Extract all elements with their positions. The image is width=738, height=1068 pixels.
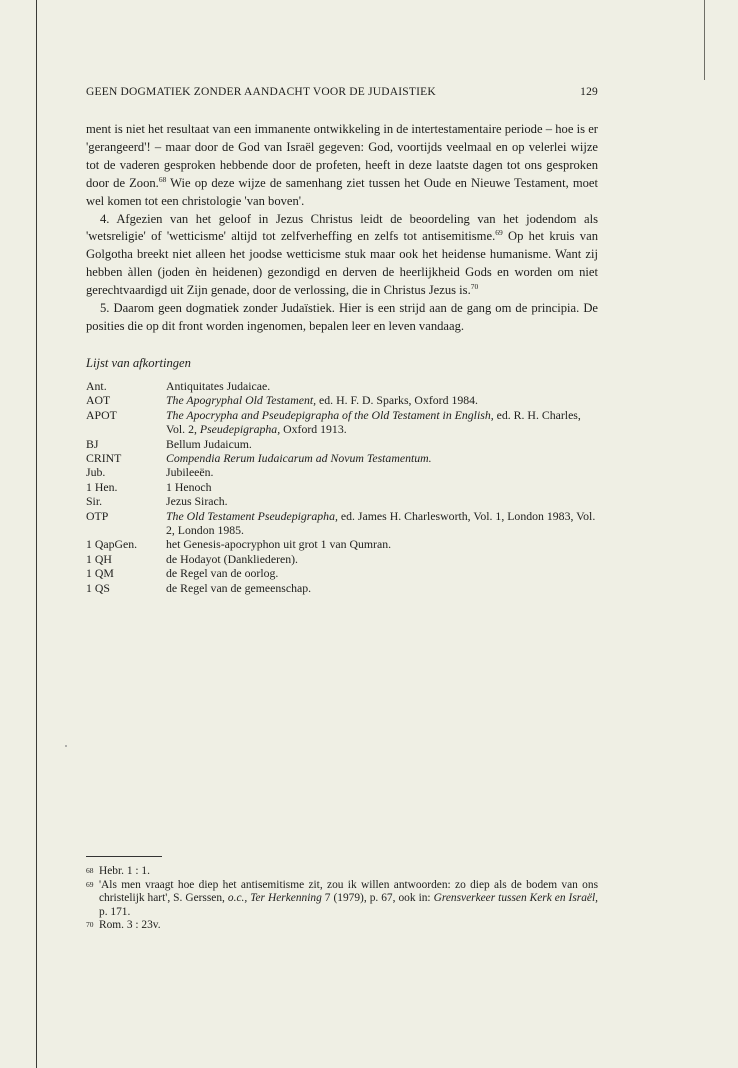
abbrev-key: 1 Hen. [86, 479, 118, 494]
abbrev-value-title-2: Pseudepigrapha, [199, 422, 281, 437]
abbrev-value: Bellum Judaicum. [166, 436, 252, 451]
footnote-text-a: 'Als men vraagt hoe diep het antisemitisme zit, zou ik willen antwoorden: zo diep als de bodem van ons christelijk hart', S. Gerssen, [99, 878, 598, 905]
footnote-text-c: p. 171. [99, 905, 131, 918]
abbrev-value: Jezus Sirach. [166, 494, 228, 509]
abbrev-value-title: Compendia Rerum Iudaicarum ad Novum Testamentum. [166, 450, 432, 465]
speck [65, 745, 67, 747]
abbrev-row [86, 537, 598, 551]
abbrev-value [166, 509, 598, 538]
abbrev-value-rest: ed. James H. Charlesworth, Vol. 1, London 1983, Vol. 2, London 1985. [166, 508, 596, 537]
abbrev-value: Jubileeën. [166, 465, 214, 480]
footnote-number: 70 [86, 920, 94, 930]
abbrev-value [166, 393, 598, 407]
footnote-italic-1: o.c., Ter Herkenning [227, 892, 322, 905]
abbrev-row [86, 494, 598, 508]
abbrev-row [86, 552, 598, 566]
page-right-edge-mark [704, 0, 705, 80]
paragraph-2-text: 4. Afgezien van het geloof in Jezus Christus leidt de beoordeling van het jodendom als 'wetsreligie' of 'wetticisme' altijd tot zelfverheffing en zelfs tot antisemitisme. [86, 211, 598, 244]
paragraph-1-text: ment is niet het resultaat van een immanente ontwikkeling in de intertestamentaire periode – hoe is er 'gerangeerd'! – maar door de God van Israël gegeven: God, voortijds veelmaal en op velerlei wijze tot de vaderen gesproken hebbende door de profeten, heeft in deze laatste dagen tot ons gesproken door de Zoon. [86, 122, 598, 190]
paragraph-1-tail: Wie op deze wijze de samenhang ziet tussen het Oude en Nieuwe Testament, moet wel komen tot een christologie 'van boven'. [86, 175, 599, 208]
paragraph-2 [86, 211, 598, 301]
abbreviations-heading: Lijst van afkortingen [86, 355, 191, 370]
abbrev-row [86, 451, 598, 465]
abbrev-row [86, 465, 598, 479]
abbrev-value: het Genesis-apocryphon uit grot 1 van Qumran. [166, 537, 392, 552]
abbrev-key: APOT [86, 407, 117, 422]
abbrev-row [86, 379, 598, 393]
page-content [86, 86, 598, 595]
abbrev-value: 1 Henoch [166, 479, 212, 494]
abbrev-value: de Regel van de gemeenschap. [166, 580, 312, 595]
paragraph-3: 5. Daarom geen dogmatiek zonder Judaïstiek. Hier is een strijd aan de gang om de principia. De posities die op dit front worden ingenomen, bepalen leer en leven vandaag. [86, 301, 598, 333]
abbrev-key: 1 QS [86, 580, 110, 595]
footnote-68 [86, 865, 598, 879]
abbrev-key: Ant. [86, 378, 107, 393]
abbrev-value [166, 408, 598, 437]
footnote-text: Rom. 3 : 23v. [99, 919, 161, 932]
paragraph-1 [86, 121, 598, 211]
abbrev-key: Jub. [86, 465, 106, 480]
footnote-text [99, 879, 598, 920]
footnote-ref-70: 70 [470, 282, 479, 292]
footnote-italic-2: Grensverkeer tussen Kerk en Israël, [433, 892, 598, 905]
footnote-text-b: 7 (1979), p. 67, ook in: [321, 892, 434, 905]
abbrev-row [86, 437, 598, 451]
abbrev-value: de Regel van de oorlog. [166, 566, 279, 581]
footnote-rule [86, 856, 162, 857]
abbrev-value-rest: ed. R. H. Charles, Vol. 2, [166, 407, 581, 437]
footnote-69 [86, 879, 598, 920]
abbrev-key: AOT [86, 393, 111, 408]
footnote-number: 69 [86, 879, 94, 889]
footnote-ref-69: 69 [495, 228, 503, 238]
abbrev-row [86, 408, 598, 437]
abbrev-value-title: The Apogryphal Old Testament, [166, 393, 317, 408]
footnotes [86, 865, 598, 933]
abbrev-key: Sir. [86, 494, 103, 509]
abbrev-row [86, 509, 598, 538]
footnote-ref-68: 68 [158, 174, 167, 184]
abbrev-key: CRINT [86, 450, 122, 465]
page-number: 129 [580, 86, 598, 98]
abbrev-key: BJ [86, 436, 99, 451]
body-text [86, 121, 598, 336]
paragraph-2-mid: Op het kruis van Golgotha breekt niet alleen het joodse wetticisme stuk maar ook het heidense humanisme. Want zij hebben àllen (joden èn heidenen) gezondigd en derven de heerlijkheid Gods en worden om niet gerechtvaardigd uit Zijn genade, door de verlossing, die in Christus Jezus is. [86, 229, 598, 298]
abbrev-value-rest: ed. H. F. D. Sparks, Oxford 1984. [316, 393, 479, 408]
abbrev-key: OTP [86, 508, 109, 523]
running-head [86, 86, 598, 98]
abbreviations-table [86, 379, 598, 595]
abbrev-row [86, 581, 598, 595]
abbrev-value [166, 451, 598, 465]
abbrev-value-title: The Old Testament Pseudepigrapha, [166, 508, 338, 523]
abbrev-value: Antiquitates Judaicae. [166, 378, 271, 393]
footnote-number: 68 [86, 866, 94, 875]
abbrev-row [86, 480, 598, 494]
abbrev-key: 1 QH [86, 551, 112, 566]
abbrev-value-title: The Apocrypha and Pseudepigrapha of the Old Testament in English, [166, 407, 494, 422]
running-head-title: GEEN DOGMATIEK ZONDER AANDACHT VOOR DE JUDAISTIEK [86, 86, 436, 98]
abbrev-key: 1 QapGen. [86, 537, 138, 552]
abbrev-key: 1 QM [86, 566, 114, 581]
abbrev-value: de Hodayot (Dankliederen). [166, 551, 299, 566]
abbrev-row [86, 393, 598, 407]
abbrev-value-rest-2: Oxford 1913. [280, 422, 347, 437]
footnote-text: Hebr. 1 : 1. [99, 865, 150, 877]
page-binding-edge [36, 0, 37, 1068]
abbrev-row [86, 566, 598, 580]
footnote-70 [86, 919, 598, 933]
